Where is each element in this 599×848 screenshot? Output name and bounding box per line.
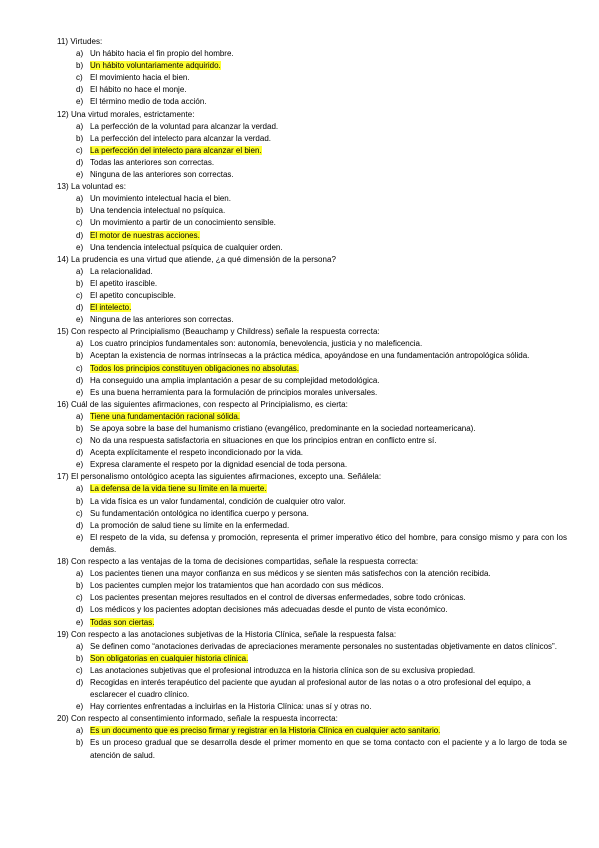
question-block	[57, 713, 567, 761]
answer-option	[57, 604, 567, 616]
question-block	[57, 399, 567, 472]
question-title: 16) Cuál de las siguientes afirmaciones, con respecto al Principialismo, es cierta:	[57, 399, 348, 409]
option-letter: d)	[76, 448, 84, 458]
option-letter: b)	[76, 351, 84, 361]
option-text: El respeto de la vida, su defensa y promoción, representa el primer imperativo ético del hombre, para consigo mismo y para con los demás.	[90, 532, 567, 554]
option-text: La promoción de salud tiene su límite en la enfermedad.	[90, 520, 290, 530]
option-text-wrap	[90, 459, 567, 471]
option-letter: b)	[76, 61, 84, 71]
answer-option	[57, 338, 567, 350]
answer-option	[57, 48, 567, 60]
answer-option	[57, 701, 567, 713]
option-letter: b)	[76, 496, 84, 506]
option-text-wrap	[90, 725, 567, 737]
option-text: Ninguna de las anteriores son correctas.	[90, 170, 234, 180]
option-letter: a)	[76, 121, 84, 131]
option-text-wrap	[90, 568, 567, 580]
option-text-wrap	[90, 363, 567, 375]
answer-option	[57, 314, 567, 326]
option-text-wrap	[90, 48, 567, 60]
option-text: Los pacientes cumplen mejor los tratamientos que han acordado con sus médicos.	[90, 581, 384, 591]
option-text-wrap	[90, 84, 567, 96]
answer-option	[57, 217, 567, 229]
answer-option	[57, 508, 567, 520]
option-text: Se definen como “anotaciones derivadas de apreciaciones meramente personales no sustentadas objetivamente en datos clínicos”.	[90, 641, 557, 651]
answer-option	[57, 205, 567, 217]
option-text: La perfección del intelecto para alcanzar la verdad.	[90, 133, 271, 143]
answer-option-highlighted	[57, 145, 567, 157]
answer-option-highlighted	[57, 230, 567, 242]
option-text-wrap	[90, 217, 567, 229]
option-text: La relacionalidad.	[90, 266, 153, 276]
option-text-wrap	[90, 532, 567, 556]
answer-option-highlighted	[57, 60, 567, 72]
option-text-wrap	[90, 653, 567, 665]
option-letter: d)	[76, 157, 84, 167]
question-block	[57, 109, 567, 182]
option-text: Un movimiento intelectual hacia el bien.	[90, 194, 231, 204]
answer-option	[57, 532, 567, 556]
question-title: 11) Virtudes:	[57, 37, 103, 46]
answer-option	[57, 266, 567, 278]
question-block	[57, 181, 567, 254]
option-text: Hay corrientes enfrentadas a incluirlas en la Historia Clínica: unas sí y otras no.	[90, 702, 372, 712]
option-text: Ninguna de las anteriores son correctas.	[90, 315, 234, 325]
option-letter: c)	[76, 508, 83, 518]
option-text-wrap	[90, 508, 567, 520]
option-text-wrap	[90, 641, 567, 653]
option-text: La perfección de la voluntad para alcanzar la verdad.	[90, 121, 279, 131]
answer-option-highlighted	[57, 483, 567, 495]
answer-option	[57, 592, 567, 604]
option-letter: d)	[76, 375, 84, 385]
option-letter: d)	[76, 230, 84, 240]
option-text-wrap	[90, 145, 567, 157]
option-letter: b)	[76, 581, 84, 591]
option-text: Los pacientes presentan mejores resultados en el control de diversas enfermedades, sobre todo crónicas.	[90, 593, 466, 603]
option-letter: a)	[76, 339, 84, 349]
question-block	[57, 629, 567, 714]
option-text: Los cuatro principios fundamentales son: autonomía, benevolencia, justicia y no maleficencia.	[90, 339, 423, 349]
option-letter: a)	[76, 266, 84, 276]
option-text-wrap	[90, 375, 567, 387]
answer-option	[57, 459, 567, 471]
option-letter: c)	[76, 73, 83, 83]
answer-option	[57, 169, 567, 181]
option-text-wrap	[90, 701, 567, 713]
question-title: 17) El personalismo ontológico acepta las siguientes afirmaciones, excepto una. Señálela:	[57, 472, 382, 482]
option-text-wrap	[90, 604, 567, 616]
option-letter: b)	[76, 133, 84, 143]
answer-option	[57, 447, 567, 459]
option-letter: d)	[76, 85, 84, 95]
option-letter: e)	[76, 97, 84, 107]
option-text-wrap	[90, 617, 567, 629]
question-title: 14) La prudencia es una virtud que atiende, ¿a qué dimensión de la persona?	[57, 254, 337, 264]
option-letter: a)	[76, 726, 84, 736]
option-text: Ha conseguido una amplia implantación a pesar de su complejidad metodológica.	[90, 375, 380, 385]
option-letter: b)	[76, 653, 84, 663]
option-text: El movimiento hacia el bien.	[90, 73, 190, 83]
option-text: Los médicos y los pacientes adoptan decisiones más adecuadas desde el punto de vista económico.	[90, 605, 448, 615]
answer-option	[57, 72, 567, 84]
answer-option	[57, 665, 567, 677]
option-text-wrap	[90, 314, 567, 326]
answer-option	[57, 568, 567, 580]
answer-option	[57, 242, 567, 254]
option-text: Aceptan la existencia de normas intrínsecas a la práctica médica, apoyándose en una fundamentación antropológica sólida.	[90, 351, 530, 361]
answer-option-highlighted	[57, 363, 567, 375]
question-title: 19) Con respecto a las anotaciones subjetivas de la Historia Clínica, señale la respuesta falsa:	[57, 629, 397, 639]
option-text: Expresa claramente el respeto por la dignidad esencial de toda persona.	[90, 460, 348, 470]
answer-option	[57, 580, 567, 592]
option-text: La defensa de la vida tiene su límite en la muerte.	[90, 484, 267, 494]
option-text: Un hábito voluntariamente adquirido.	[90, 61, 221, 71]
option-text-wrap	[90, 387, 567, 399]
option-letter: a)	[76, 569, 84, 579]
option-text-wrap	[90, 665, 567, 677]
option-text-wrap	[90, 435, 567, 447]
option-letter: c)	[76, 436, 83, 446]
option-text: Es un documento que es preciso firmar y registrar en la Historia Clínica en cualquier acto sanitario.	[90, 726, 441, 736]
option-text: Un hábito hacia el fin propio del hombre.	[90, 49, 234, 59]
question-block	[57, 556, 567, 629]
answer-option-highlighted	[57, 653, 567, 665]
answer-option	[57, 375, 567, 387]
option-letter: b)	[76, 206, 84, 216]
option-text: No da una respuesta satisfactoria en situaciones en que los principios entran en conflicto entre sí.	[90, 436, 437, 446]
question-block	[57, 326, 567, 399]
question-block	[57, 36, 567, 109]
option-text-wrap	[90, 193, 567, 205]
answer-option	[57, 435, 567, 447]
option-letter: b)	[76, 278, 84, 288]
option-letter: a)	[76, 194, 84, 204]
question-block	[57, 254, 567, 327]
option-text-wrap	[90, 350, 567, 362]
option-text: Acepta explícitamente el respeto incondicionado por la vida.	[90, 448, 304, 458]
option-text-wrap	[90, 121, 567, 133]
option-text-wrap	[90, 447, 567, 459]
option-text: Tiene una fundamentación racional sólida.	[90, 411, 241, 421]
option-text: La perfección del intelecto para alcanzar el bien.	[90, 145, 262, 155]
question-title: 18) Con respecto a las ventajas de la toma de decisiones compartidas, señale la respuesta correcta:	[57, 557, 419, 567]
option-text-wrap	[90, 496, 567, 508]
option-letter: b)	[76, 738, 84, 748]
option-text: Su fundamentación ontológica no identifica cuerpo y persona.	[90, 508, 309, 518]
option-letter: a)	[76, 641, 84, 651]
answer-option	[57, 496, 567, 508]
option-text: Se apoya sobre la base del humanismo cristiano (evangélico, predominante en la sociedad norteamericana).	[90, 424, 476, 433]
answer-option	[57, 193, 567, 205]
option-letter: e)	[76, 387, 84, 397]
option-text-wrap	[90, 677, 567, 701]
option-text: El apetito irascible.	[90, 278, 158, 288]
option-letter: c)	[76, 145, 83, 155]
option-text: Las anotaciones subjetivas que el profesional introduzca en la historia clínica son de su exclusiva propiedad.	[90, 665, 476, 675]
option-letter: c)	[76, 593, 83, 603]
option-letter: e)	[76, 617, 84, 627]
answer-option	[57, 350, 567, 362]
option-text-wrap	[90, 338, 567, 350]
option-text: El apetito concupiscible.	[90, 290, 176, 300]
option-letter: d)	[76, 520, 84, 530]
option-text: Los pacientes tienen una mayor confianza en sus médicos y se sienten más satisfechos con la atención recibida.	[90, 569, 491, 579]
option-letter: b)	[76, 424, 84, 433]
option-text: El término medio de toda acción.	[90, 97, 207, 107]
option-text: Son obligatorias en cualquier historia clínica.	[90, 653, 249, 663]
option-text-wrap	[90, 592, 567, 604]
option-letter: c)	[76, 218, 83, 228]
option-text: El motor de nuestras acciones.	[90, 230, 200, 240]
option-text-wrap	[90, 242, 567, 254]
option-text-wrap	[90, 169, 567, 181]
option-letter: c)	[76, 363, 83, 373]
option-text: Una tendencia intelectual no psíquica.	[90, 206, 226, 216]
option-text: Un movimiento a partir de un conocimiento sensible.	[90, 218, 276, 228]
option-text: El intelecto.	[90, 303, 132, 313]
option-text: Una tendencia intelectual psíquica de cualquier orden.	[90, 242, 283, 252]
option-text-wrap	[90, 157, 567, 169]
option-text-wrap	[90, 205, 567, 217]
option-letter: e)	[76, 460, 84, 470]
option-letter: d)	[76, 605, 84, 615]
option-text-wrap	[90, 72, 567, 84]
answer-option	[57, 387, 567, 399]
option-text: El hábito no hace el monje.	[90, 85, 187, 95]
option-text-wrap	[90, 133, 567, 145]
option-text-wrap	[90, 60, 567, 72]
answer-option	[57, 423, 567, 435]
option-text: La vida física es un valor fundamental, condición de cualquier otro valor.	[90, 496, 346, 506]
option-letter: e)	[76, 170, 84, 180]
option-letter: c)	[76, 665, 83, 675]
answer-option-highlighted	[57, 617, 567, 629]
option-letter: e)	[76, 532, 84, 542]
answer-option	[57, 84, 567, 96]
answer-option	[57, 641, 567, 653]
option-text: Es un proceso gradual que se desarrolla desde el primer momento en que se toma contacto con el paciente y a lo largo de toda se atención de salud.	[90, 738, 567, 760]
answer-option	[57, 157, 567, 169]
answer-option	[57, 737, 567, 761]
option-letter: a)	[76, 49, 84, 59]
option-letter: a)	[76, 411, 84, 421]
option-text: Todos los principios constituyen obligaciones no absolutas.	[90, 363, 300, 373]
option-text-wrap	[90, 423, 567, 435]
option-text-wrap	[90, 290, 567, 302]
option-text-wrap	[90, 483, 567, 495]
option-text: Todas son ciertas.	[90, 617, 155, 627]
option-text-wrap	[90, 230, 567, 242]
answer-option-highlighted	[57, 411, 567, 423]
exam-document	[57, 36, 567, 762]
option-letter: a)	[76, 484, 84, 494]
answer-option	[57, 278, 567, 290]
option-letter: d)	[76, 677, 84, 687]
option-text-wrap	[90, 96, 567, 108]
answer-option	[57, 133, 567, 145]
option-text: Recogidas en interés terapéutico del paciente que ayudan al profesional autor de las notas o a otro profesional del equipo, a esclarecer el cuadro clínico.	[90, 677, 531, 700]
option-text-wrap	[90, 411, 567, 423]
option-letter: e)	[76, 315, 84, 325]
option-text: Es una buena herramienta para la formulación de principios morales universales.	[90, 387, 378, 397]
question-title: 13) La voluntad es:	[57, 182, 126, 192]
answer-option-highlighted	[57, 302, 567, 314]
option-text: Todas las anteriores son correctas.	[90, 157, 215, 167]
option-text-wrap	[90, 278, 567, 290]
question-block	[57, 471, 567, 556]
option-letter: d)	[76, 303, 84, 313]
question-title: 20) Con respecto al consentimiento informado, señale la respuesta incorrecta:	[57, 714, 338, 724]
option-text-wrap	[90, 520, 567, 532]
option-text-wrap	[90, 737, 567, 761]
answer-option	[57, 96, 567, 108]
answer-option	[57, 520, 567, 532]
answer-option	[57, 290, 567, 302]
answer-option-highlighted	[57, 725, 567, 737]
option-letter: e)	[76, 702, 84, 712]
option-text-wrap	[90, 266, 567, 278]
option-text-wrap	[90, 580, 567, 592]
option-letter: e)	[76, 242, 84, 252]
question-title: 12) Una virtud morales, estrictamente:	[57, 109, 195, 119]
question-title: 15) Con respecto al Principialismo (Beauchamp y Childress) señale la respuesta correcta:	[57, 327, 380, 337]
answer-option	[57, 677, 567, 701]
answer-option	[57, 121, 567, 133]
option-letter: c)	[76, 290, 83, 300]
option-text-wrap	[90, 302, 567, 314]
